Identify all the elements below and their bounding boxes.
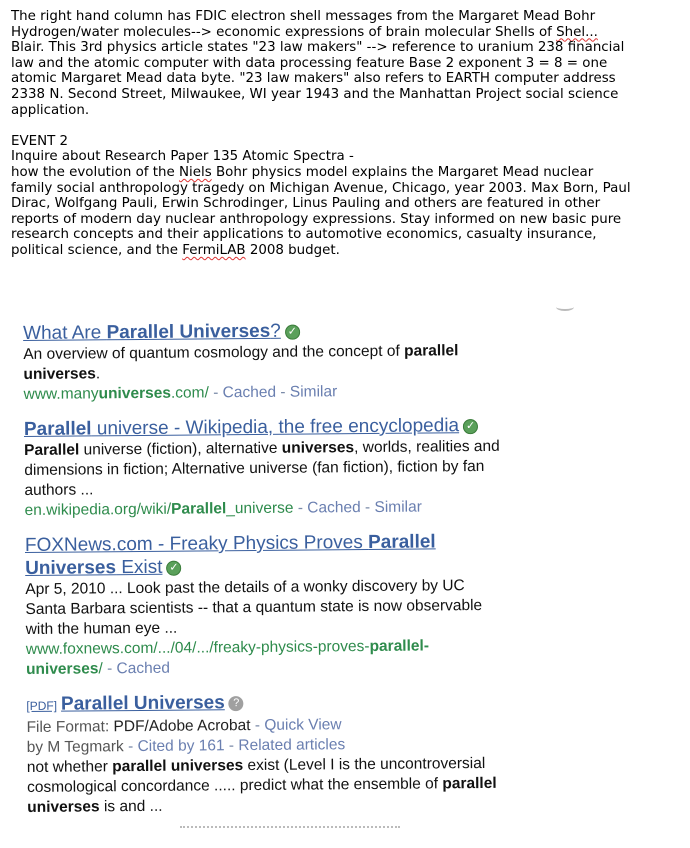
result-url: www.foxnews.com/.../04/.../freaky-physics-proves-parallel-: [25, 637, 430, 658]
misspelled-word: Niels: [179, 164, 212, 180]
result-url: en.wikipedia.org/wiki/Parallel_universe - Cached - Similar: [24, 498, 422, 519]
cited-by-link[interactable]: Cited by 161: [137, 737, 225, 756]
search-result: [26, 687, 667, 818]
text-line: Hydrogen/water molecules--> economic expressions of brain molecular Shells of Shel...: [11, 24, 598, 40]
result-title-link[interactable]: [PDF] Parallel Universes ?: [26, 687, 666, 718]
verified-check-icon: ✓: [463, 419, 478, 434]
result-snippet: Parallel universe (fiction), alternative universes, worlds, realities and: [24, 437, 500, 459]
search-result: [25, 528, 666, 680]
unknown-status-icon: ?: [229, 696, 244, 711]
result-title-link[interactable]: Universes Exist ✓: [25, 551, 665, 580]
event-label: EVENT 2: [11, 133, 69, 149]
quick-view-link[interactable]: Quick View: [264, 716, 342, 734]
result-snippet: Santa Barbara scientists -- that a quantum state is now observable: [25, 597, 483, 618]
search-result: [23, 316, 664, 405]
scan-edge: [180, 826, 400, 832]
related-articles-link[interactable]: Related articles: [238, 736, 346, 755]
similar-link[interactable]: Similar: [289, 383, 338, 401]
verified-check-icon: ✓: [166, 561, 181, 576]
result-snippet: dimensions in fiction; Alternative universe (fan fiction), fiction by fan: [24, 457, 485, 479]
result-snippet: universes.: [23, 365, 101, 383]
similar-link[interactable]: Similar: [374, 498, 422, 516]
result-snippet: Apr 5, 2010 ... Look past the details of a wonky discovery by UC: [25, 577, 465, 598]
text-line: Dirac, Wolfgang Pauli, Erwin Schrodinger, Linus Pauling and others are featured in other: [11, 196, 601, 212]
text-line: family social anthropology tragedy on Michigan Avenue, Chicago, year 2003. Max Born, Paul: [11, 180, 631, 196]
result-meta: by M Tegmark - Cited by 161 - Related articles: [26, 736, 346, 756]
text-line: law and the atomic computer with data processing feature Base 2 exponent 3 = 8 = one: [11, 55, 608, 71]
text-line: The right hand column has FDIC electron shell messages from the Margaret Mead Bohr: [11, 9, 596, 24]
pdf-tag: [PDF]: [26, 698, 58, 713]
result-snippet: with the human eye ...: [25, 619, 178, 638]
cached-link[interactable]: Cached: [116, 659, 171, 678]
result-title-link[interactable]: What Are Parallel Universes? ✓: [23, 316, 663, 345]
text-line: Blair. This 3rd physics article states "23 law makers" --> reference to uranium 238 financial: [11, 40, 625, 56]
scan-mark: [556, 303, 574, 311]
result-snippet: authors ...: [24, 481, 94, 499]
text-line: political science, and the FermiLAB 2008 budget.: [11, 242, 340, 258]
text-line: how the evolution of the Niels Bohr physics model explains the Margaret Mead nuclear: [11, 164, 594, 180]
result-snippet: An overview of quantum cosmology and the concept of parallel: [23, 342, 459, 363]
result-snippet: universes is and ...: [27, 797, 163, 816]
misspelled-word: FermiLAB: [182, 242, 246, 258]
verified-check-icon: ✓: [285, 325, 300, 340]
search-result: [24, 412, 665, 521]
text-line: reports of modern day nuclear anthropology expressions. Stay informed on new basic pure: [11, 211, 622, 227]
result-title-link[interactable]: Parallel universe - Wikipedia, the free encyclopedia ✓: [24, 412, 664, 441]
body-text: [11, 9, 683, 259]
text-line: research concepts and their applications to automotive economics, casualty insurance,: [11, 227, 597, 243]
result-snippet: not whether parallel universes exist (Level I is the uncontroversial: [26, 754, 486, 776]
result-url: universes/ - Cached: [25, 659, 171, 678]
text-line: 2338 N. Second Street, Milwaukee, WI year 1943 and the Manhattan Project social science: [11, 86, 619, 102]
result-url: www.manyuniverses.com/ - Cached - Similar: [23, 383, 338, 403]
misspelled-word: Shel...: [556, 24, 598, 40]
cached-link[interactable]: Cached: [307, 499, 361, 517]
result-snippet: cosmological concordance ..... predict what the ensemble of parallel: [26, 774, 497, 796]
result-title-link[interactable]: FOXNews.com - Freaky Physics Proves Parallel: [24, 531, 436, 556]
result-meta: File Format: PDF/Adobe Acrobat - Quick View: [26, 716, 342, 736]
text-line: Inquire about Research Paper 135 Atomic Spectra -: [11, 149, 354, 165]
search-results-scan: [23, 316, 667, 831]
text-line: atomic Margaret Mead data byte. "23 law makers" also refers to EARTH computer address: [11, 71, 616, 87]
cached-link[interactable]: Cached: [222, 383, 277, 402]
text-line: application.: [11, 102, 90, 118]
